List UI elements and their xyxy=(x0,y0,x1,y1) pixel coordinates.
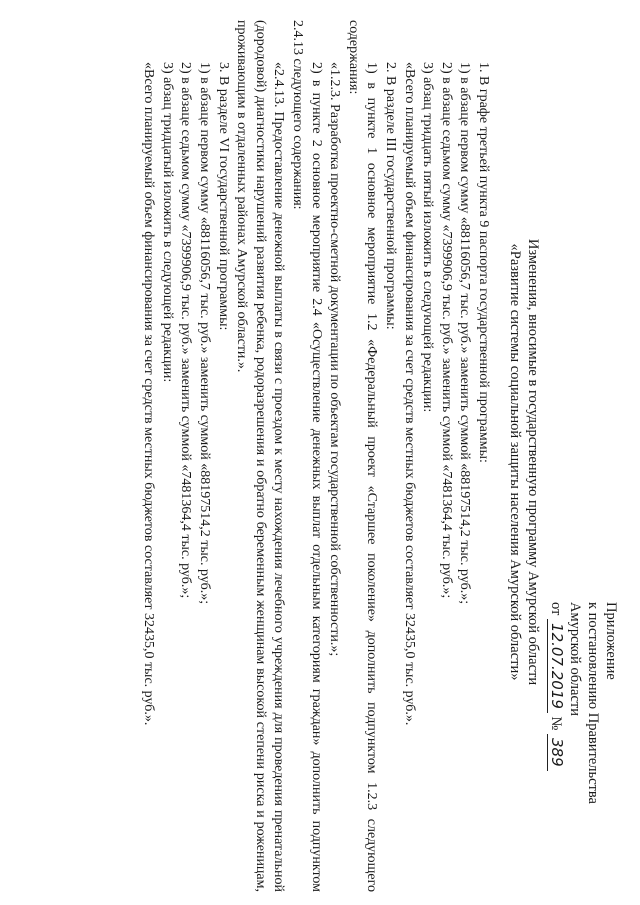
paragraph: «2.4.13. Предоставление денежной выплаты в связи с проездом к месту нахождения лечебного учреждения для проведения пренатальной (дородовой) диагностики нарушений развития ребенка, родоразрешения и обратно беременным женщинам высокой степени риска и роженицам, проживающим в отдаленных районах Амурской области.». xyxy=(234,20,287,892)
paragraph: 2. В разделе III государственной программы: xyxy=(383,62,399,330)
paragraph: 2) в пункте 2 основное мероприятие 2.4 «Осуществление денежных выплат отдельным категориям граждан» дополнить подпунктом 2.4.13 следующего содержания: xyxy=(290,20,324,892)
number-prefix: № xyxy=(548,716,564,731)
paragraph: «Всего планируемый объем финансирования за счет средств местных бюджетов составляет 32435,0 тыс. руб.». xyxy=(141,62,157,726)
appendix-block xyxy=(547,602,620,862)
appendix-line-2: Амурской области xyxy=(567,602,583,716)
paragraph: 3) абзац тридцать пятый изложить в следующей редакции: xyxy=(420,62,436,413)
appendix-line-1: к постановлению Правительства xyxy=(585,602,601,804)
paragraph: «1.2.3. Разработка проектно-сметной документации по объектам государственной собственности.»; xyxy=(327,62,343,657)
title-line-1: Изменения, вносимые в государственную программу Амурской области xyxy=(525,238,541,686)
document-body xyxy=(139,20,492,892)
paragraph: 1) в пункте 1 основное мероприятие 1.2 «Федеральный проект «Старшее поколение» дополнить подпунктом 1.2.3 следующего содержания: xyxy=(345,20,380,892)
paragraph: 1. В графе третьей пункта 9 паспорта государственной программы: xyxy=(476,62,491,463)
paragraph: «Всего планируемый объем финансирования за счет средств местных бюджетов составляет 32435,0 тыс. руб.». xyxy=(401,62,417,726)
paragraph: 1) в абзаце первом сумму «88116056,7 тыс. руб.» заменить суммой «88197514,2 тыс. руб.»; xyxy=(457,62,473,605)
resolution-number: 389 xyxy=(547,734,566,771)
rotated-content xyxy=(20,12,620,892)
document-title xyxy=(506,162,542,762)
resolution-date: 12.07.2019 xyxy=(547,619,566,713)
paragraph: 3. В разделе VI государственной программы: xyxy=(215,62,231,331)
appendix-date-line xyxy=(547,602,566,862)
paragraph: 3) абзац тридцатый изложить в следующей редакции: xyxy=(159,62,175,383)
date-prefix: от xyxy=(548,602,564,616)
paragraph: 2) в абзаце седьмом сумму «7399906,9 тыс. руб.» заменить суммой «7481364,4 тыс. руб.»; xyxy=(178,62,194,599)
paragraph: 2) в абзаце седьмом сумму «7399906,9 тыс. руб.» заменить суммой «7481364,4 тыс. руб.»; xyxy=(438,62,454,599)
appendix-label: Приложение xyxy=(603,602,619,680)
paragraph: 1) в абзаце первом сумму «88116056,7 тыс. руб.» заменить суммой «88197514,2 тыс. руб.»; xyxy=(197,62,213,605)
title-line-2: «Развитие системы социальной защиты населения Амурской области» xyxy=(507,243,523,681)
